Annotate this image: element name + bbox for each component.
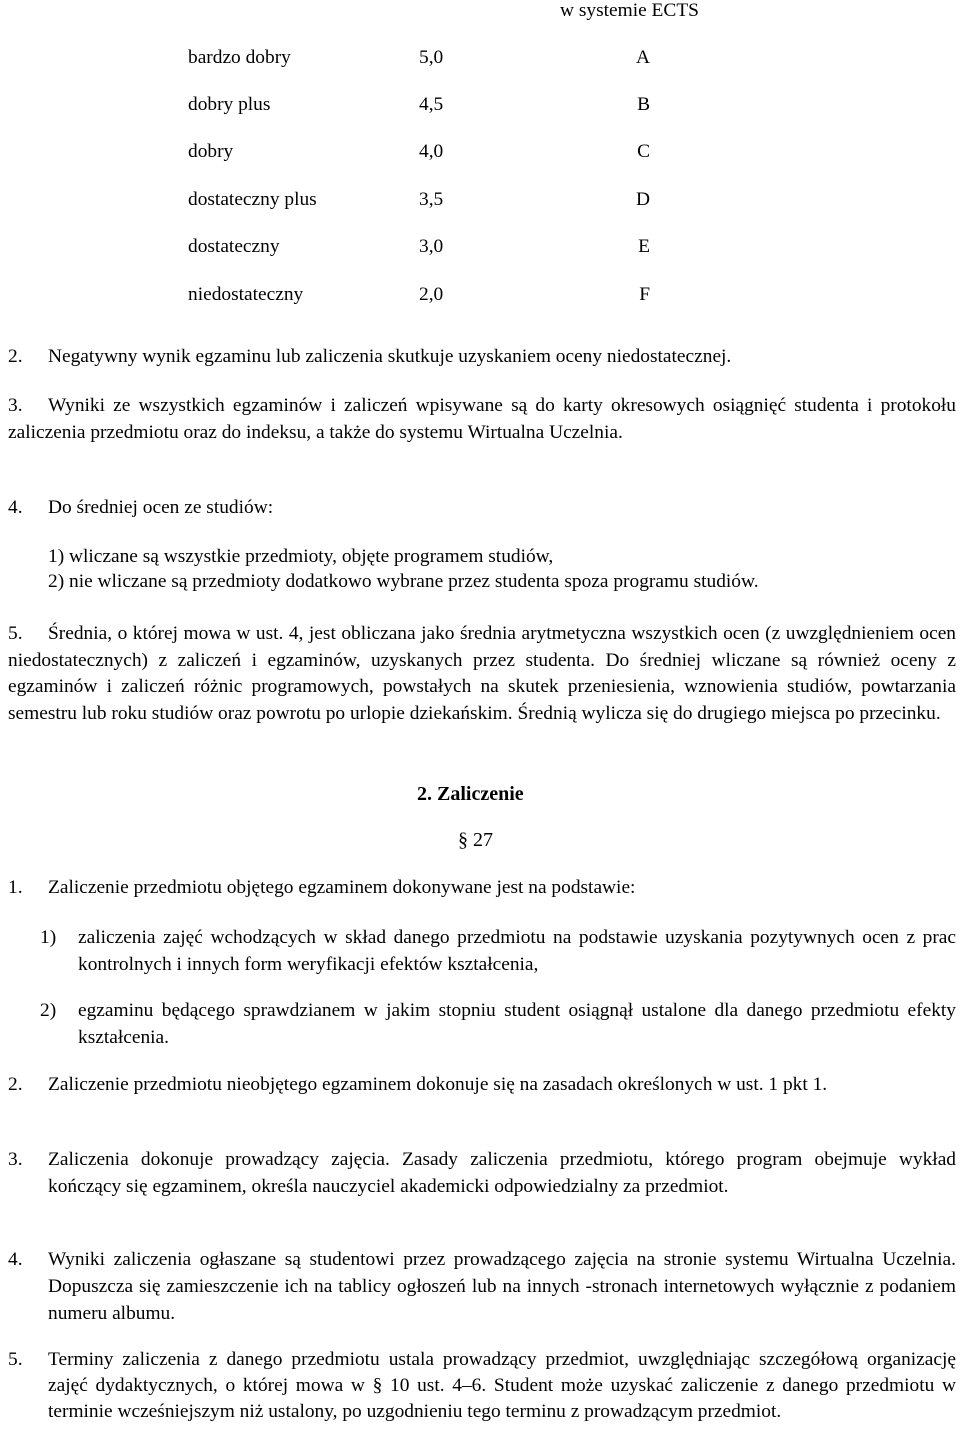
grade-ects: E bbox=[638, 236, 650, 257]
grade-value: 4,5 bbox=[419, 94, 444, 115]
grade-row bbox=[188, 91, 658, 118]
point-text: Średnia, o której mowa w ust. 4, jest obliczana jako średnia arytmetyczna wszystkich ocen (z uwzględnieniem ocen niedostatecznych) z zaliczeń i egzaminów, uzyskanych przez studenta. Do średniej wliczane są również oceny z egzaminów i zaliczeń różnic programowych, powstałych na skutek przeniesienia, wznowienia studiów, powtarzania semestru lub roku studiów oraz powrotu po urlopie dziekańskim. Średnią wylicza się do drugiego miejsca po przecinku. bbox=[8, 623, 956, 724]
credit-point-1 bbox=[8, 874, 956, 901]
point-text: Zaliczenie przedmiotu objętego egzaminem dokonywane jest na podstawie: bbox=[48, 877, 636, 898]
grade-ects: D bbox=[635, 189, 650, 210]
grade-value: 3,0 bbox=[419, 236, 444, 257]
point-text: Zaliczenia dokonuje prowadzący zajęcia. Zasady zaliczenia przedmiotu, którego program obejmuje wykład kończący się egzaminem, określa nauczyciel akademicki odpowiedzialny za przedmiot. bbox=[48, 1149, 956, 1197]
exam-point-3 bbox=[8, 392, 956, 446]
grade-row bbox=[188, 44, 658, 71]
point-number: 1. bbox=[8, 877, 23, 898]
exam-point-5 bbox=[8, 621, 956, 727]
grade-ects: B bbox=[637, 94, 650, 115]
list-item: 1) wliczane są wszystkie przedmioty, objęte programem studiów, bbox=[48, 546, 554, 567]
grade-row bbox=[188, 186, 658, 213]
grade-name: dobry bbox=[188, 141, 234, 162]
item-text: egzaminu będącego sprawdzianem w jakim stopniu student osiągnął ustalone dla danego przedmiotu efekty kształcenia. bbox=[78, 1000, 956, 1048]
point-text: Wyniki ze wszystkich egzaminów i zaliczeń wpisywane są do karty okresowych osiągnięć studenta i protokołu zaliczenia przedmiotu oraz do indeksu, a także do systemu Wirtualna Uczelnia. bbox=[8, 395, 956, 443]
grade-value: 2,0 bbox=[419, 284, 444, 305]
list-item bbox=[40, 997, 956, 1051]
grade-ects: A bbox=[635, 47, 650, 68]
point-number: 5. bbox=[8, 623, 23, 644]
list-item bbox=[40, 924, 956, 978]
ects-column-header: w systemie ECTS bbox=[560, 0, 699, 21]
credit-point-2 bbox=[8, 1071, 956, 1098]
point-number: 4. bbox=[8, 1249, 23, 1270]
item-number: 2) bbox=[40, 1000, 57, 1021]
exam-point-4 bbox=[8, 494, 956, 521]
point-text: Wyniki zaliczenia ogłaszane są studentowi przez prowadzącego zajęcia na stronie systemu Wirtualna Uczelnia. Dopuszcza się zamieszczenie ich na tablicy ogłoszeń lub na innych -stronach internetowych wyłącznie z podaniem numeru albumu. bbox=[48, 1249, 956, 1324]
point-text: Do średniej ocen ze studiów: bbox=[48, 497, 274, 518]
credit-point-5 bbox=[8, 1347, 956, 1425]
paragraph-mark: § 27 bbox=[458, 829, 493, 851]
grade-name: niedostateczny bbox=[188, 284, 304, 305]
point-number: 3. bbox=[8, 1149, 23, 1170]
grade-name: dostateczny bbox=[188, 236, 280, 257]
point-text: Zaliczenie przedmiotu nieobjętego egzaminem dokonuje się na zasadach określonych w ust. 1 pkt 1. bbox=[48, 1074, 828, 1095]
grade-row bbox=[188, 233, 658, 260]
point-number: 3. bbox=[8, 395, 23, 416]
point-number: 2. bbox=[8, 1074, 23, 1095]
item-number: 1) bbox=[40, 927, 57, 948]
credit-point-4 bbox=[8, 1246, 956, 1327]
grade-name: bardzo dobry bbox=[188, 47, 291, 68]
grade-row bbox=[188, 281, 658, 308]
grade-value: 5,0 bbox=[419, 47, 444, 68]
item-text: zaliczenia zajęć wchodzących w skład danego przedmiotu na podstawie uzyskania pozytywnych ocen z prac kontrolnych i innych form weryfikacji efektów kształcenia, bbox=[78, 927, 956, 975]
grade-row bbox=[188, 138, 658, 165]
grade-ects: C bbox=[637, 141, 650, 162]
grade-name: dobry plus bbox=[188, 94, 271, 115]
grade-value: 3,5 bbox=[419, 189, 444, 210]
point-number: 4. bbox=[8, 497, 23, 518]
section-title: 2. Zaliczenie bbox=[417, 783, 524, 805]
exam-point-2 bbox=[8, 343, 956, 370]
credit-point-3 bbox=[8, 1146, 956, 1200]
point-text: Negatywny wynik egzaminu lub zaliczenia skutkuje uzyskaniem oceny niedostatecznej. bbox=[48, 346, 732, 367]
point-number: 2. bbox=[8, 346, 23, 367]
list-item: 2) nie wliczane są przedmioty dodatkowo wybrane przez studenta spoza programu studiów. bbox=[48, 571, 759, 592]
point-text: Terminy zaliczenia z danego przedmiotu ustala prowadzący przedmiot, uwzględniając szczegółową organizację zajęć dydaktycznych, o której mowa w § 10 ust. 4–6. Student może uzyskać zaliczenie z danego przedmiotu w terminie wcześniejszym niż ustalony, po uzgodnieniu tego terminu z prowadzącym przedmiot. bbox=[48, 1349, 956, 1422]
grade-value: 4,0 bbox=[419, 141, 444, 162]
grade-name: dostateczny plus bbox=[188, 189, 317, 210]
point-number: 5. bbox=[8, 1349, 23, 1370]
grade-ects: F bbox=[639, 284, 650, 305]
